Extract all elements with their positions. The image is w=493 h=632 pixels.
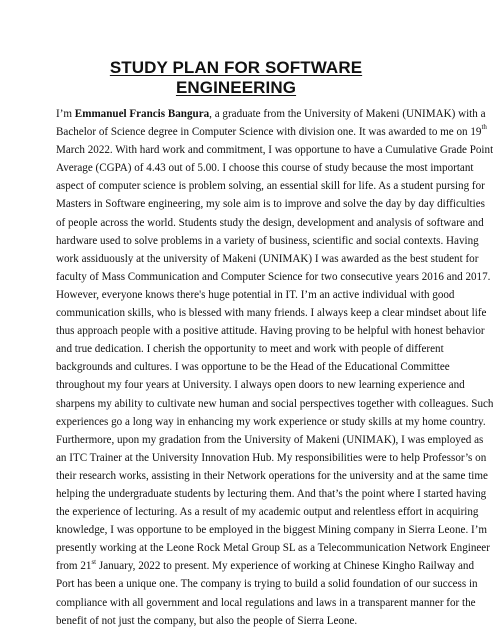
- text-line: Port has been a unique one. The company is trying to build a solid foundation of our success in: [56, 578, 478, 591]
- text-line: knowledge, I was opportune to be employed in the biggest Mining company in Sierra Leone. I’m: [56, 524, 488, 537]
- superscript: st: [91, 557, 97, 566]
- text-line: their research works, assisting in their Network operations for the university and at the same time: [56, 469, 488, 482]
- text-line: Furthermore, upon my gradation from the University of Makeni (UNIMAK), I was employed as: [56, 433, 484, 446]
- text-line: an ITC Trainer at the University Innovation Hub. My responsibilities were to help Professor’s on: [56, 451, 487, 464]
- text-line: Average (CGPA) of 4.43 out of 5.00. I choose this course of study because the most important: [56, 162, 474, 175]
- text-line: sharpens my ability to cultivate new human and social perspectives together with colleagues. Such: [56, 397, 493, 410]
- text-line: hardware used to solve problems in a variety of business, scientific and social contexts. Having: [56, 234, 479, 247]
- text-line: communication skills, who is blessed with many friends. I always keep a clear mindset about life: [56, 307, 487, 320]
- text-line: aspect of computer science is problem solving, an essential skill for life. As a student pursing for: [56, 180, 485, 193]
- text-line: and true dedication. I cherish the opportunity to meet and work with people of different: [56, 343, 444, 356]
- text-line: Bachelor of Science degree in Computer Science with division one. It was awarded to me on 19th: [56, 123, 487, 139]
- author-name: Emmanuel Francis Bangura: [74, 108, 210, 120]
- text-line: I’m Emmanuel Francis Bangura, a graduate from the University of Makeni (UNIMAK) with a: [56, 108, 486, 120]
- text-line: the experience of lecturing. As a result of my academic output and relentless effort in acquiring: [56, 506, 479, 519]
- paragraph-personality: [56, 286, 493, 431]
- text-line: March 2022. With hard work and commitment, I was opportune to have a Cumulative Grade Point: [56, 144, 493, 157]
- text-line: experiences go a long way in enhancing my work experience or study skills at my home country.: [56, 415, 486, 428]
- paragraph-intro: [56, 105, 493, 286]
- text-line: of people across the world. Students study the design, development and analysis of software and: [56, 216, 484, 229]
- text-line: compliance with all government and local regulations and laws in a transparent manner for the: [56, 596, 476, 609]
- text-line: from 21st January, 2022 to present. My experience of working at Chinese Kingho Railway and: [56, 557, 475, 573]
- text-line: helping the undergraduate students by lecturing them. And that’s the point where I started having: [56, 487, 487, 500]
- text-line: throughout my four years at University. I always open doors to new learning experience and: [56, 379, 465, 392]
- text-line: faculty of Mass Communication and Computer Science for two consecutive years 2016 and 2017.: [56, 270, 491, 283]
- text-line: presently working at the Leone Rock Metal Group SL as a Telecommunication Network Engineer: [56, 542, 490, 555]
- paragraph-experience: [56, 431, 490, 630]
- document-title: STUDY PLAN FOR SOFTWARE ENGINEERING: [109, 58, 363, 97]
- text-line: work assiduously at the university of Makeni (UNIMAK) I was awarded as the best student for: [56, 252, 479, 265]
- text-line: However, everyone knows there's huge potential in IT. I’m an active individual with good: [56, 288, 455, 301]
- text-line: Masters in Software engineering, my sole aim is to improve and solve the day by day difficulties: [56, 198, 485, 211]
- text-line: backgrounds and cultures. I was opportune to be the Head of the Educational Committee: [56, 361, 450, 374]
- text-line: benefit of not just the company, but also the people of Sierra Leone.: [56, 614, 358, 627]
- superscript: th: [481, 123, 487, 132]
- text-line: thus approach people with a positive attitude. Having proving to be helpful with honest behavior: [56, 325, 485, 338]
